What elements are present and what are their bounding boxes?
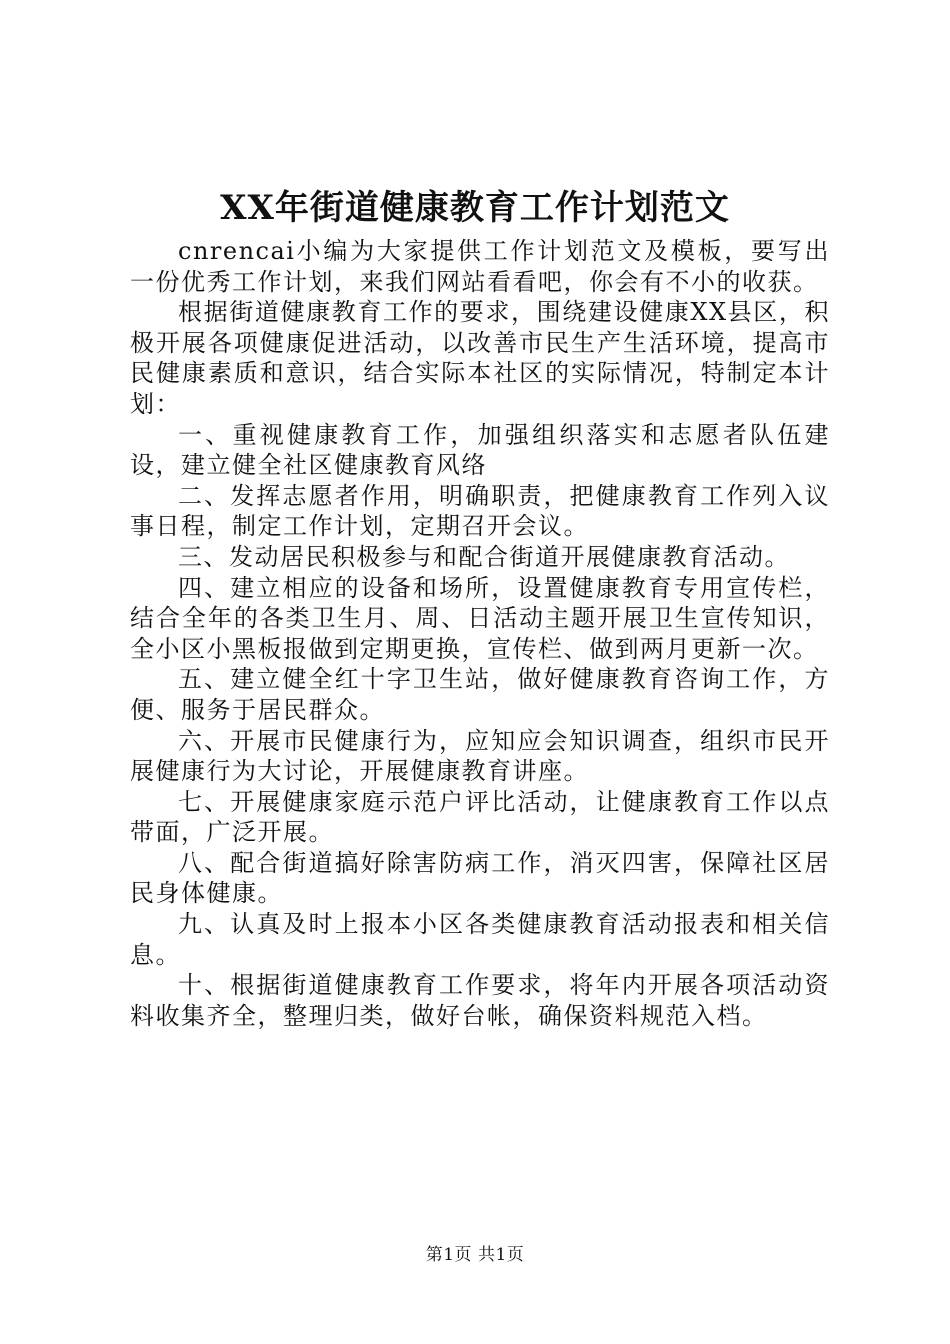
paragraph-item-10: 十、根据街道健康教育工作要求，将年内开展各项活动资料收集齐全，整理归类，做好台帐，确保资料规范入档。 (130, 971, 830, 1030)
paragraph-preamble: 根据街道健康教育工作的要求，围绕建设健康XX县区，积极开展各项健康促进活动，以改善市民生产生活环境，提高市民健康素质和意识，结合实际本社区的实际情况，特制定本计划： (130, 298, 830, 418)
paragraph-item-9: 九、认真及时上报本小区各类健康教育活动报表和相关信息。 (130, 910, 830, 969)
paragraph-item-4: 四、建立相应的设备和场所，设置健康教育专用宣传栏，结合全年的各类卫生月、周、日活动主题开展卫生宣传知识，全小区小黑板报做到定期更换，宣传栏、做到两月更新一次。 (130, 573, 830, 663)
paragraph-item-8: 八、配合街道搞好除害防病工作，消灭四害，保障社区居民身体健康。 (130, 848, 830, 908)
paragraph-item-3: 三、发动居民积极参与和配合街道开展健康教育活动。 (178, 542, 790, 571)
paragraph-intro: cnrencai小编为大家提供工作计划范文及模板，要写出一份优秀工作计划，来我们网站看看吧，你会有不小的收获。 (130, 237, 830, 296)
paragraph-item-5: 五、建立健全红十字卫生站，做好健康教育咨询工作，方便、服务于居民群众。 (130, 665, 830, 724)
paragraph-item-2: 二、发挥志愿者作用，明确职责，把健康教育工作列入议事日程，制定工作计划，定期召开会议。 (130, 481, 830, 541)
document-title: XX年街道健康教育工作计划范文 (220, 188, 730, 228)
page-footer: 第1页 共1页 (425, 1245, 525, 1265)
paragraph-item-7: 七、开展健康家庭示范户评比活动，让健康教育工作以点带面，广泛开展。 (130, 787, 830, 847)
document-body (130, 236, 830, 1031)
paragraph-item-6: 六、开展市民健康行为，应知应会知识调查，组织市民开展健康行为大讨论，开展健康教育讲座。 (130, 726, 830, 786)
paragraph-item-1: 一、重视健康教育工作，加强组织落实和志愿者队伍建设，建立健全社区健康教育风络 (130, 420, 830, 480)
